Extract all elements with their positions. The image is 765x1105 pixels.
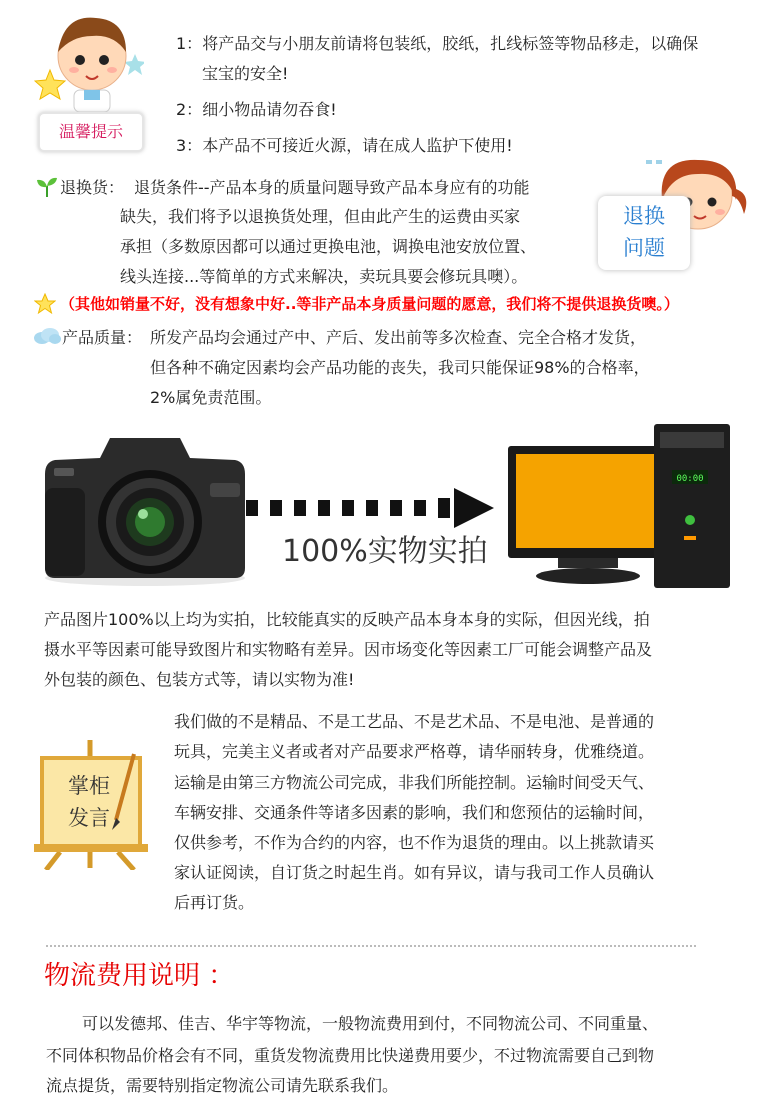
quality-line-1: 所发产品均会通过产中、产后、发出前等多次检查、完全合格才发货，: [150, 328, 647, 347]
notice-item-text: 细小物品请勿吞食!: [202, 100, 337, 119]
notice-item-number: 2：: [176, 100, 203, 119]
camera-icon: [40, 428, 250, 588]
notice-item-number: 3：: [176, 136, 203, 155]
star-icon: [34, 293, 56, 315]
badge-line: 退换: [623, 204, 665, 228]
shopkeeper-line-2: 玩具，完美主义者或者对产品要求严格尊，请华丽转身，优雅绕道。: [174, 742, 655, 761]
shopkeeper-line-3: 运输是由第三方物流公司完成，非我们所能控制。运输时间受天气、: [174, 773, 655, 792]
quality-line-2: 但各种不确定因素均会产品功能的丧失，我司只能保证98%的合格率，: [150, 358, 650, 377]
badge-line: 问题: [623, 236, 665, 260]
logistics-line-2: 不同体积物品价格会有不同，重货发物流费用比快递费用要少，不过物流需要自己到物: [46, 1046, 655, 1065]
shopkeeper-board: [46, 770, 132, 834]
notice-item-text: 将产品交与小朋友前请将包装纸，胶纸，扎线标签等物品移走，以确保: [202, 34, 699, 53]
notice-item-3: [176, 130, 513, 161]
cloud-icon: [32, 326, 62, 346]
logistics-line-3: 流点提货，需要特别指定物流公司请先联系我们。: [46, 1076, 399, 1095]
notice-item-number: 1：: [176, 34, 203, 53]
logistics-line-1: 可以发德邦、佳吉、华宇等物流，一般物流费用到付，不同物流公司、不同重量、: [82, 1014, 659, 1033]
quality-label: 产品质量：: [62, 328, 143, 347]
photo-note-line-2: 摄水平等因素可能导致图片和实物略有差异。因市场变化等因素工厂可能会调整产品及: [44, 640, 653, 659]
exchange-line-1: 退货条件--产品本身的质量问题导致产品本身应有的功能: [134, 178, 530, 197]
real-photo-caption: 100%实物实拍: [282, 534, 488, 569]
shopkeeper-line-6: 家认证阅读，自订货之时起生肖。如有异议，请与我司工作人员确认: [174, 863, 655, 882]
notice-item-1: [176, 28, 698, 59]
no-return-warning: （其他如销量不好，没有想象中好..等非产品本身质量问题的愿意，我们将不提供退换货噢。）: [60, 295, 679, 313]
board-line: 发言: [68, 806, 110, 830]
exchange-line-4: 线头连接...等简单的方式来解决，卖玩具要会修玩具噢）。: [120, 267, 528, 286]
photo-note-line-1: 产品图片100%以上均为实拍，比较能真实的反映产品本身本身的实际，但因光线，拍: [44, 610, 650, 629]
shopkeeper-line-4: 车辆安排、交通条件等诸多因素的影响，我们和您预估的运输时间，: [174, 803, 655, 822]
logistics-title: 物流费用说明 ：: [44, 961, 235, 991]
photo-note-line-3: 外包装的颜色、包装方式等，请以实物为准!: [44, 670, 355, 689]
notice-item-2: [176, 94, 337, 125]
exchange-line-2: 缺失，我们将予以退换货处理，但由此产生的运费由买家: [120, 207, 521, 226]
notice-item-1-cont: 宝宝的安全!: [202, 64, 289, 83]
warm-tips-badge: 温馨提示: [38, 112, 144, 152]
arrow-icon: [246, 486, 494, 530]
exchange-label: 退换货：: [60, 178, 125, 197]
section-divider: [46, 945, 696, 947]
computer-icon: [508, 424, 738, 594]
board-line: 掌柜: [68, 774, 110, 798]
exchange-issue-badge: [598, 196, 690, 270]
shopkeeper-line-7: 后再订货。: [174, 893, 255, 912]
shopkeeper-line-5: 仅供参考，不作为合约的内容，也不作为退货的理由。以上挑款请买: [174, 833, 655, 852]
exchange-line-3: 承担（多数原因都可以通过更换电池，调换电池安放位置、: [120, 237, 537, 256]
quality-line-3: 2%属免责范围。: [150, 388, 272, 407]
notice-item-text: 本产品不可接近火源，请在成人监护下使用!: [202, 136, 513, 155]
shopkeeper-line-1: 我们做的不是精品、不是工艺品、不是艺术品、不是电池、是普通的: [174, 712, 655, 731]
boy-cartoon-icon: [34, 8, 144, 113]
computer-display-text: 00:00: [676, 474, 704, 484]
sprout-icon: [36, 176, 58, 198]
